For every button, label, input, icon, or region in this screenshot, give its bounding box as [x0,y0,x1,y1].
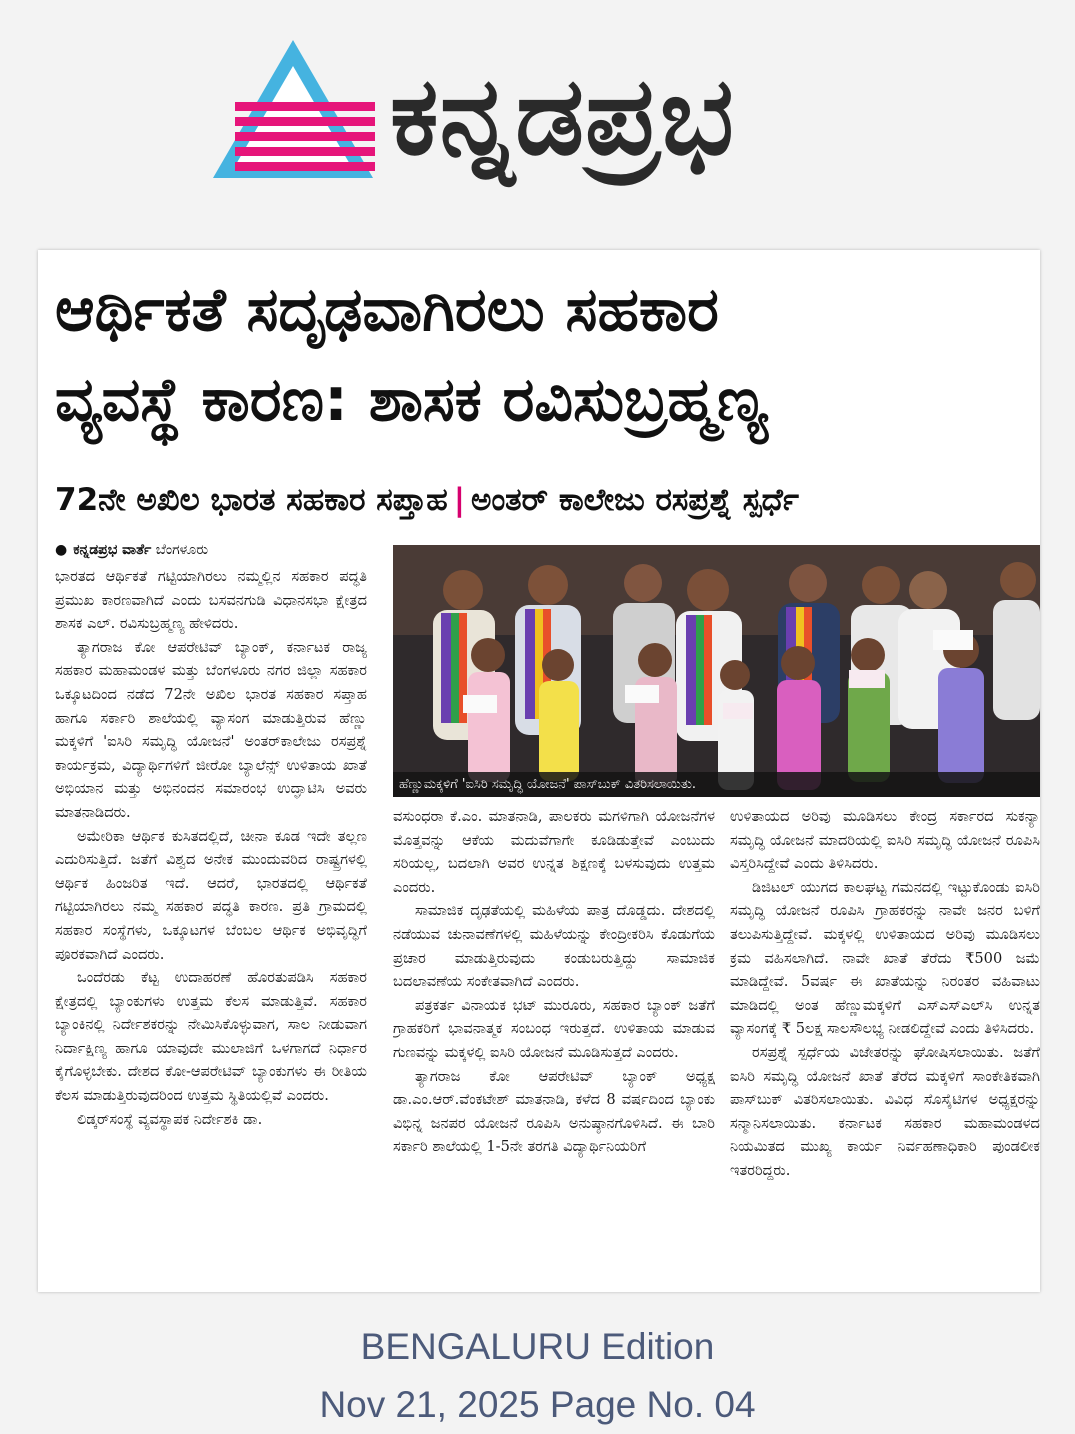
paragraph: ಒಂದೆರಡು ಕೆಟ್ಟ ಉದಾಹರಣೆ ಹೊರತುಪಡಿಸಿ ಸಹಕಾರ ಕ್ಷೇತ್ರದಲ್ಲಿ ಬ್ಯಾಂಕುಗಳು ಉತ್ತಮ ಕೆಲಸ ಮಾಡುತ್ತಿವೆ. ಸಹಕಾರ ಬ್ಯಾಂಕಿನಲ್ಲಿ ನಿರ್ದೇಶಕರನ್ನು ನೇಮಿಸಿಕೊಳ್ಳುವಾಗ, ಸಾಲ ನೀಡುವಾಗ ನಿರ್ದಾಕ್ಷಿಣ್ಯ ಹಾಗೂ ಯಾವುದೇ ಮುಲಾಜಿಗೆ ಒಳಗಾಗದೆ ನಿರ್ಧಾರ ಕೈಗೊಳ್ಳಬೇಕು. ದೇಶದ ಕೋ-ಆಪರೇಟಿವ್ ಬ್ಯಾಂಕುಗಳು ಈ ರೀತಿಯ ಕೆಲಸ ಮಾಡುತ್ತಿರುವುದರಿಂದ ಉತ್ತಮ ಸ್ಥಿತಿಯಲ್ಲಿವೆ ಎಂದರು. [55,969,367,1105]
byline-place: ಬೆಂಗಳೂರು [155,542,209,558]
subhead-left: 72ನೇ ಅಖಿಲ ಭಾರತ ಸಹಕಾರ ಸಪ್ತಾಹ [55,482,448,518]
paragraph: ಲಿಡ್ಕರ್‌ಸಂಸ್ಥೆ ವ್ಯವಸ್ಥಾಪಕ ನಿರ್ದೇಶಕಿ ಡಾ. [77,1110,263,1128]
subhead-right: ಅಂತರ್ ಕಾಲೇಜು ರಸಪ್ರಶ್ನೆ ಸ್ಪರ್ಧೆ [471,482,799,518]
paragraph: ಅಮೇರಿಕಾ ಆರ್ಥಿಕ ಕುಸಿತದಲ್ಲಿದೆ, ಚೀನಾ ಕೂಡ ಇದೇ ತಲ್ಲಣ ಎದುರಿಸುತ್ತಿದೆ. ಜತೆಗೆ ವಿಶ್ವದ ಅನೇಕ ಮುಂದುವರಿದ ರಾಷ್ಟ್ರಗಳಲ್ಲಿ ಆರ್ಥಿಕ ಹಿಂಜರಿತ ಇದೆ. ಆದರೆ, ಭಾರತದಲ್ಲಿ ಆರ್ಥಿಕತೆ ಗಟ್ಟಿಯಾಗಿರಲು ನಮ್ಮ ಸಹಕಾರ ಪದ್ಧತಿ ಕಾರಣ. ಪ್ರತಿ ಗ್ರಾಮದಲ್ಲಿ ಸಹಕಾರ ಸಂಸ್ಥೆಗಳು, ಒಕ್ಕೂಟಗಳ ಬೆಂಬಲ ಆರ್ಥಿಕ ಅಭಿವೃದ್ಧಿಗೆ ಪೂರಕವಾಗಿದೆ ಎಂದರು. [55,827,367,963]
article-column-3 [730,805,1040,1290]
subheadline [55,474,1040,526]
masthead [0,0,1075,245]
brand-name: ಕನ್ನಡಪ್ರಭ [390,54,735,179]
paragraph: ಪತ್ರಕರ್ತ ವಿನಾಯಕ ಭಟ್ ಮುರೂರು, ಸಹಕಾರ ಬ್ಯಾಂಕ್ ಜತೆಗೆ ಗ್ರಾಹಕರಿಗೆ ಭಾವನಾತ್ಮಕ ಸಂಬಂಧ ಇರುತ್ತದೆ. ಉಳಿತಾಯ ಮಾಡುವ ಗುಣವನ್ನು ಮಕ್ಕಳಲ್ಲಿ ಐಸಿರಿ ಯೋಜನೆ ಮೂಡಿಸುತ್ತದೆ ಎಂದರು. [393,996,715,1061]
kannada-prabha-logo-icon [205,38,380,183]
headline [55,265,1035,445]
paragraph: ಭಾರತದ ಆರ್ಥಿಕತೆ ಗಟ್ಟಿಯಾಗಿರಲು ನಮ್ಮಲ್ಲಿನ ಸಹಕಾರ ಪದ್ಧತಿ ಪ್ರಮುಖ ಕಾರಣವಾಗಿದೆ ಎಂದು ಬಸವನಗುಡಿ ವಿಧಾನಸಭಾ ಕ್ಷೇತ್ರದ ಶಾಸಕ ಎಲ್. ರವಿಸುಬ್ರಹ್ಮಣ್ಯ ಹೇಳಿದರು. [55,568,367,633]
event-photo-image [393,545,1040,797]
byline [55,540,385,560]
paragraph: ಡಿಜಿಟಲ್ ಯುಗದ ಕಾಲಘಟ್ಟ ಗಮನದಲ್ಲಿ ಇಟ್ಟುಕೊಂಡು ಐಸಿರಿ ಸಮೃದ್ಧಿ ಯೋಜನೆ ರೂಪಿಸಿ ಗ್ರಾಹಕರನ್ನು ನಾವೇ ಜನರ ಬಳಿಗೆ ತಲುಪಿಸುತ್ತಿದ್ದೇವೆ. ಮಕ್ಕಳಲ್ಲಿ ಉಳಿತಾಯದ ಅರಿವು ಮೂಡಿಸಲು ಕ್ರಮ ವಹಿಸಲಾಗಿದೆ. ನಾವೇ ಖಾತೆ ತೆರೆದು ₹500 ಜಮೆ ಮಾಡಿದ್ದೇವೆ. 5ವರ್ಷ ಈ ಖಾತೆಯನ್ನು ನಿರಂತರ ವಹಿವಾಟು ಮಾಡಿದಲ್ಲಿ ಅಂತ ಹೆಣ್ಣುಮಕ್ಕಳಿಗೆ ಎಸ್ಎಸ್ಎಲ್‌ಸಿ ಉನ್ನತ ವ್ಯಾಸಂಗಕ್ಕೆ ₹ 5ಲಕ್ಷ ಸಾಲಸೌಲಭ್ಯ ನೀಡಲಿದ್ದೇವೆ ಎಂದು ತಿಳಿಸಿದರು. [730,878,1040,1038]
edition-footer [0,1318,1075,1434]
paragraph: ಉಳಿತಾಯದ ಅರಿವು ಮೂಡಿಸಲು ಕೇಂದ್ರ ಸರ್ಕಾರದ ಸುಕನ್ಯಾ ಸಮೃದ್ಧಿ ಯೋಜನೆ ಮಾದರಿಯಲ್ಲಿ ಐಸಿರಿ ಸಮೃದ್ಧಿ ಯೋಜನೆ ರೂಪಿಸಿ ವಿಸ್ತರಿಸಿದ್ದೇವೆ ಎಂದು ತಿಳಿಸಿದರು. [730,808,1040,873]
paragraph: ತ್ಯಾಗರಾಜ ಕೋ ಆಪರೇಟಿವ್ ಬ್ಯಾಂಕ್, ಕರ್ನಾಟಕ ರಾಜ್ಯ ಸಹಕಾರ ಮಹಾಮಂಡಳ ಮತ್ತು ಬೆಂಗಳೂರು ನಗರ ಜಿಲ್ಲಾ ಸಹಕಾರ ಒಕ್ಕೂಟದಿಂದ ನಡೆದ 72ನೇ ಅಖಿಲ ಭಾರತ ಸಹಕಾರ ಸಪ್ತಾಹ ಹಾಗೂ ಸರ್ಕಾರಿ ಶಾಲೆಯಲ್ಲಿ ವ್ಯಾಸಂಗ ಮಾಡುತ್ತಿರುವ ಹೆಣ್ಣು ಮಕ್ಕಳಿಗೆ 'ಐಸಿರಿ ಸಮೃದ್ಧಿ ಯೋಜನೆ' ಅಂತರ್‌ಕಾಲೇಜು ರಸಪ್ರಶ್ನೆ ಕಾರ್ಯಕ್ರಮ, ವಿದ್ಯಾರ್ಥಿಗಳಿಗೆ ಜೀರೋ ಬ್ಯಾಲೆನ್ಸ್ ಉಳಿತಾಯ ಖಾತೆ ಅಭಿಯಾನ ಮತ್ತು ಅಭಿನಂದನ ಸಮಾರಂಭ ಉದ್ಘಾಟಿಸಿ ಅವರು ಮಾತನಾಡಿದರು. [55,638,367,821]
photo-caption: ಹೆಣ್ಣುಮಕ್ಕಳಿಗೆ 'ಐಸಿರಿ ಸಮೃದ್ಧಿ ಯೋಜನೆ' ಪಾಸ್‌ಬುಕ್ ವಿತರಿಸಲಾಯಿತು. [393,772,1040,797]
article-column-2 [393,805,715,1290]
edition-name: BENGALURU Edition [360,1326,715,1367]
paragraph: ವಸುಂಧರಾ ಕೆ.ಎಂ. ಮಾತನಾಡಿ, ಪಾಲಕರು ಮಗಳಿಗಾಗಿ ಯೋಜನೆಗಳ ಮೊತ್ತವನ್ನು ಆಕೆಯ ಮದುವೆಗಾಗೇ ಕೂಡಿಡುತ್ತೇವೆ ಎಂಬುದು ಸರಿಯಲ್ಲ, ಬದಲಾಗಿ ಅವರ ಉನ್ನತ ಶಿಕ್ಷಣಕ್ಕೆ ಬಳಸುವುದು ಉತ್ತಮ ಎಂದರು. [393,808,715,896]
subhead-separator: | [453,482,466,518]
paragraph: ಸಾಮಾಜಿಕ ದೃಢತೆಯಲ್ಲಿ ಮಹಿಳೆಯ ಪಾತ್ರ ದೊಡ್ಡದು. ದೇಶದಲ್ಲಿ ನಡೆಯುವ ಚುನಾವಣೆಗಳಲ್ಲಿ ಮಹಿಳೆಯನ್ನು ಕೇಂದ್ರೀಕರಿಸಿ ಕೊಡುಗೆಯ ಪ್ರಚಾರ ಮಾಡುತ್ತಿರುವುದು ಕಂಡುಬರುತ್ತಿದ್ದು ಸಾಮಾಜಿಕ ಬದಲಾವಣೆಯ ಸಂಕೇತವಾಗಿದೆ ಎಂದರು. [393,902,715,991]
byline-source: ಕನ್ನಡಪ್ರಭ ವಾರ್ತೆ [73,542,152,558]
article-column-1 [55,565,367,1287]
bullet-icon: ● [55,542,68,558]
event-photo [393,545,1040,797]
headline-line-2: ವ್ಯವಸ್ಥೆ ಕಾರಣ: ಶಾಸಕ ರವಿಸುಬ್ರಹ್ಮಣ್ಯ [55,365,768,435]
paragraph: ತ್ಯಾಗರಾಜ ಕೋ ಆಪರೇಟಿವ್ ಬ್ಯಾಂಕ್ ಅಧ್ಯಕ್ಷ ಡಾ.ಎಂ.ಆರ್.ವೆಂಕಟೇಶ್ ಮಾತನಾಡಿ, ಕಳೆದ 8 ವರ್ಷದಿಂದ ಬ್ಯಾಂಕು ವಿಭಿನ್ನ ಜನಪರ ಯೋಜನೆ ರೂಪಿಸಿ ಅನುಷ್ಠಾನಗೊಳಿಸಿದೆ. ಈ ಬಾರಿ ಸರ್ಕಾರಿ ಶಾಲೆಯಲ್ಲಿ 1-5ನೇ ತರಗತಿ ವಿದ್ಯಾರ್ಥಿನಿಯರಿಗೆ [393,1067,715,1156]
paragraph: ರಸಪ್ರಶ್ನೆ ಸ್ಪರ್ಧೆಯ ವಿಜೇತರನ್ನು ಘೋಷಿಸಲಾಯಿತು. ಜತೆಗೆ ಐಸಿರಿ ಸಮೃದ್ಧಿ ಯೋಜನೆ ಖಾತೆ ತೆರೆದ ಮಕ್ಕಳಿಗೆ ಸಾಂಕೇತಿಕವಾಗಿ ಪಾಸ್‌ಬುಕ್ ವಿತರಿಸಲಾಯಿತು. ವಿವಿಧ ಸೊಸೈಟಿಗಳ ಅಧ್ಯಕ್ಷರನ್ನು ಸನ್ಮಾನಿಸಲಾಯಿತು. ಕರ್ನಾಟಕ ಸಹಕಾರ ಮಹಾಮಂಡಳದ ನಿಯಮಿತದ ಮುಖ್ಯ ಕಾರ್ಯ ನಿರ್ವಹಣಾಧಿಕಾರಿ ಪುಂಡಲೀಕ ಇತರರಿದ್ದರು. [730,1043,1040,1179]
headline-line-1: ಆರ್ಥಿಕತೆ ಸದೃಢವಾಗಿರಲು ಸಹಕಾರ [55,275,719,345]
edition-date-page: Nov 21, 2025 Page No. 04 [319,1384,756,1425]
